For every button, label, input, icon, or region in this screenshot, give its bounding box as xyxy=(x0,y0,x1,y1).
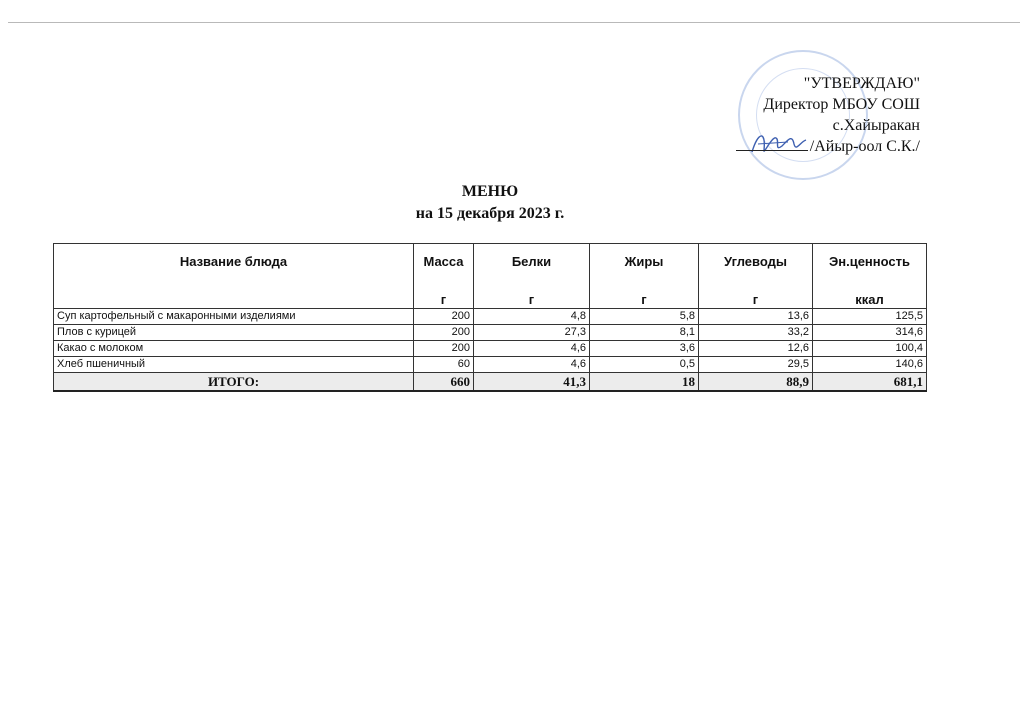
total-mass: 660 xyxy=(414,373,474,392)
unit-dish-name xyxy=(54,290,414,309)
total-carbs: 88,9 xyxy=(699,373,813,392)
table-header-row xyxy=(54,244,927,291)
dish-fat: 0,5 xyxy=(590,357,699,373)
header-protein: Белки xyxy=(474,244,590,291)
total-label: ИТОГО: xyxy=(54,373,414,392)
dish-carbs: 33,2 xyxy=(699,325,813,341)
dish-energy: 125,5 xyxy=(813,309,927,325)
dish-protein: 4,8 xyxy=(474,309,590,325)
header-mass: Масса xyxy=(414,244,474,291)
approval-block xyxy=(736,73,920,157)
dish-protein: 27,3 xyxy=(474,325,590,341)
dish-name: Плов с курицей xyxy=(54,325,414,341)
unit-protein: г xyxy=(474,290,590,309)
menu-title: МЕНЮ xyxy=(461,183,519,200)
header-energy: Эн.ценность xyxy=(813,244,927,291)
dish-fat: 8,1 xyxy=(590,325,699,341)
dish-name: Хлеб пшеничный xyxy=(54,357,414,373)
table-row xyxy=(54,325,927,341)
dish-protein: 4,6 xyxy=(474,357,590,373)
dish-mass: 200 xyxy=(414,341,474,357)
dish-carbs: 13,6 xyxy=(699,309,813,325)
menu-table xyxy=(53,243,927,392)
dish-name: Суп картофельный с макаронными изделиями xyxy=(54,309,414,325)
dish-energy: 140,6 xyxy=(813,357,927,373)
table-row xyxy=(54,309,927,325)
top-divider xyxy=(8,22,1020,23)
dish-fat: 5,8 xyxy=(590,309,699,325)
dish-energy: 314,6 xyxy=(813,325,927,341)
dish-name: Какао с молоком xyxy=(54,341,414,357)
dish-mass: 200 xyxy=(414,325,474,341)
dish-carbs: 12,6 xyxy=(699,341,813,357)
approval-location: с.Хайыракан xyxy=(832,117,920,134)
table-row xyxy=(54,357,927,373)
total-fat: 18 xyxy=(590,373,699,392)
table-total-row xyxy=(54,373,927,392)
dish-mass: 200 xyxy=(414,309,474,325)
header-carbs: Углеводы xyxy=(699,244,813,291)
header-dish-name: Название блюда xyxy=(54,244,414,291)
unit-energy: ккал xyxy=(813,290,927,309)
total-energy: 681,1 xyxy=(813,373,927,392)
dish-mass: 60 xyxy=(414,357,474,373)
table-units-row xyxy=(54,290,927,309)
approval-signature-line xyxy=(736,136,920,157)
dish-carbs: 29,5 xyxy=(699,357,813,373)
table-row xyxy=(54,341,927,357)
approval-position: Директор МБОУ СОШ xyxy=(763,96,920,113)
dish-protein: 4,6 xyxy=(474,341,590,357)
header-fat: Жиры xyxy=(590,244,699,291)
dish-energy: 100,4 xyxy=(813,341,927,357)
unit-carbs: г xyxy=(699,290,813,309)
menu-date: на 15 декабря 2023 г. xyxy=(415,205,565,222)
approval-title: "УТВЕРЖДАЮ" xyxy=(803,75,920,92)
total-protein: 41,3 xyxy=(474,373,590,392)
signature-underline xyxy=(736,136,808,151)
unit-fat: г xyxy=(590,290,699,309)
title-block xyxy=(0,181,980,225)
approval-signer: /Айыр-оол С.К./ xyxy=(809,138,920,155)
unit-mass: г xyxy=(414,290,474,309)
dish-fat: 3,6 xyxy=(590,341,699,357)
